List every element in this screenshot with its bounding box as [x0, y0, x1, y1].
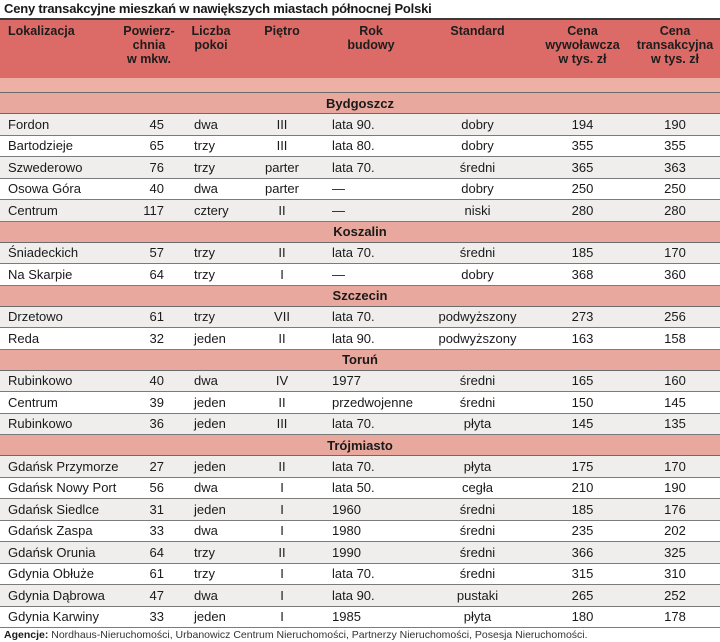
cell-transaction-price: 202	[630, 520, 720, 542]
cell-transaction-price: 190	[630, 114, 720, 136]
sources-text: Nordhaus-Nieruchomości, Urbanowicz Centrum Nieruchomości, Partnerzy Nieruchomości, Posesja Nieruchomości.	[48, 629, 588, 641]
cell-asking-price: 185	[535, 242, 630, 264]
cell-rooms: jeden	[180, 606, 242, 628]
cell-rooms: trzy	[180, 157, 242, 179]
cell-year: —	[322, 200, 420, 222]
cell-area: 61	[118, 306, 180, 328]
cell-location: Gdańsk Siedlce	[0, 499, 118, 521]
cell-year: lata 70.	[322, 563, 420, 585]
cell-rooms: trzy	[180, 306, 242, 328]
cell-standard: niski	[420, 200, 535, 222]
col-header-floor: Piętro	[242, 20, 322, 78]
col-header-transaction-price: Cena transakcyjna w tys. zł	[630, 20, 720, 78]
cell-standard: dobry	[420, 114, 535, 136]
cell-standard: podwyższony	[420, 306, 535, 328]
cell-rooms: trzy	[180, 563, 242, 585]
cell-location: Drzetowo	[0, 306, 118, 328]
header-spacer	[0, 78, 720, 93]
group-city-name: Koszalin	[0, 221, 720, 242]
table-row	[0, 242, 720, 264]
cell-floor: VII	[242, 306, 322, 328]
cell-transaction-price: 280	[630, 200, 720, 222]
cell-location: Na Skarpie	[0, 264, 118, 286]
cell-location: Szwederowo	[0, 157, 118, 179]
cell-floor: I	[242, 585, 322, 607]
cell-transaction-price: 355	[630, 135, 720, 157]
cell-floor: III	[242, 413, 322, 435]
cell-rooms: jeden	[180, 392, 242, 414]
cell-asking-price: 265	[535, 585, 630, 607]
cell-year: —	[322, 264, 420, 286]
cell-location: Bartodzieje	[0, 135, 118, 157]
cell-standard: płyta	[420, 606, 535, 628]
cell-location: Gdańsk Orunia	[0, 542, 118, 564]
cell-transaction-price: 325	[630, 542, 720, 564]
cell-rooms: trzy	[180, 542, 242, 564]
cell-transaction-price: 170	[630, 456, 720, 478]
cell-year: przedwojenne	[322, 392, 420, 414]
cell-standard: średni	[420, 563, 535, 585]
cell-asking-price: 273	[535, 306, 630, 328]
cell-standard: średni	[420, 370, 535, 392]
table-row	[0, 413, 720, 435]
cell-asking-price: 145	[535, 413, 630, 435]
cell-year: 1960	[322, 499, 420, 521]
cell-floor: II	[242, 392, 322, 414]
cell-asking-price: 185	[535, 499, 630, 521]
cell-asking-price: 210	[535, 477, 630, 499]
cell-floor: IV	[242, 370, 322, 392]
price-table	[0, 20, 720, 628]
sources-footer	[0, 628, 720, 642]
col-header-asking-price: Cena wywoławcza w tys. zł	[535, 20, 630, 78]
cell-rooms: dwa	[180, 178, 242, 200]
cell-standard: dobry	[420, 178, 535, 200]
table-row	[0, 520, 720, 542]
cell-asking-price: 175	[535, 456, 630, 478]
cell-area: 27	[118, 456, 180, 478]
cell-area: 56	[118, 477, 180, 499]
cell-standard: płyta	[420, 456, 535, 478]
cell-floor: II	[242, 542, 322, 564]
cell-location: Gdynia Obłuże	[0, 563, 118, 585]
cell-transaction-price: 252	[630, 585, 720, 607]
cell-standard: średni	[420, 542, 535, 564]
cell-location: Osowa Góra	[0, 178, 118, 200]
cell-asking-price: 355	[535, 135, 630, 157]
cell-asking-price: 194	[535, 114, 630, 136]
cell-year: —	[322, 178, 420, 200]
cell-floor: II	[242, 456, 322, 478]
cell-floor: II	[242, 328, 322, 350]
cell-area: 32	[118, 328, 180, 350]
cell-area: 117	[118, 200, 180, 222]
table-row	[0, 114, 720, 136]
col-header-standard: Standard	[420, 20, 535, 78]
cell-area: 64	[118, 542, 180, 564]
cell-standard: pustaki	[420, 585, 535, 607]
cell-standard: dobry	[420, 135, 535, 157]
cell-area: 61	[118, 563, 180, 585]
cell-area: 40	[118, 178, 180, 200]
col-header-year: Rok budowy	[322, 20, 420, 78]
cell-standard: średni	[420, 499, 535, 521]
cell-asking-price: 365	[535, 157, 630, 179]
cell-transaction-price: 363	[630, 157, 720, 179]
cell-standard: średni	[420, 157, 535, 179]
cell-location: Gdynia Karwiny	[0, 606, 118, 628]
col-header-area: Powierz- chnia w mkw.	[118, 20, 180, 78]
cell-standard: cegła	[420, 477, 535, 499]
cell-year: lata 70.	[322, 242, 420, 264]
table-row	[0, 499, 720, 521]
cell-transaction-price: 170	[630, 242, 720, 264]
cell-floor: I	[242, 520, 322, 542]
cell-floor: parter	[242, 178, 322, 200]
table-row	[0, 392, 720, 414]
cell-transaction-price: 190	[630, 477, 720, 499]
cell-asking-price: 280	[535, 200, 630, 222]
cell-standard: podwyższony	[420, 328, 535, 350]
cell-year: 1977	[322, 370, 420, 392]
table-row	[0, 306, 720, 328]
table-row	[0, 157, 720, 179]
cell-transaction-price: 310	[630, 563, 720, 585]
cell-year: lata 50.	[322, 477, 420, 499]
cell-year: 1990	[322, 542, 420, 564]
cell-year: lata 70.	[322, 456, 420, 478]
cell-transaction-price: 135	[630, 413, 720, 435]
cell-year: lata 70.	[322, 413, 420, 435]
cell-year: lata 80.	[322, 135, 420, 157]
cell-location: Gdańsk Przymorze	[0, 456, 118, 478]
cell-standard: płyta	[420, 413, 535, 435]
cell-transaction-price: 178	[630, 606, 720, 628]
group-city-name: Trójmiasto	[0, 435, 720, 456]
cell-rooms: trzy	[180, 264, 242, 286]
cell-floor: I	[242, 477, 322, 499]
cell-standard: średni	[420, 520, 535, 542]
cell-rooms: cztery	[180, 200, 242, 222]
col-header-rooms: Liczba pokoi	[180, 20, 242, 78]
cell-area: 76	[118, 157, 180, 179]
cell-area: 33	[118, 606, 180, 628]
table-row	[0, 200, 720, 222]
group-city-name: Toruń	[0, 349, 720, 370]
cell-rooms: dwa	[180, 520, 242, 542]
cell-floor: I	[242, 563, 322, 585]
cell-location: Śniadeckich	[0, 242, 118, 264]
cell-transaction-price: 160	[630, 370, 720, 392]
cell-transaction-price: 176	[630, 499, 720, 521]
cell-asking-price: 366	[535, 542, 630, 564]
cell-location: Rubinkowo	[0, 370, 118, 392]
cell-area: 39	[118, 392, 180, 414]
cell-rooms: dwa	[180, 370, 242, 392]
col-header-location: Lokalizacja	[0, 20, 118, 78]
table-row	[0, 264, 720, 286]
cell-asking-price: 368	[535, 264, 630, 286]
cell-rooms: dwa	[180, 585, 242, 607]
cell-area: 33	[118, 520, 180, 542]
group-city-name: Bydgoszcz	[0, 93, 720, 114]
table-row	[0, 563, 720, 585]
cell-rooms: trzy	[180, 242, 242, 264]
cell-standard: średni	[420, 242, 535, 264]
cell-transaction-price: 145	[630, 392, 720, 414]
cell-transaction-price: 250	[630, 178, 720, 200]
cell-year: 1980	[322, 520, 420, 542]
cell-rooms: dwa	[180, 477, 242, 499]
cell-floor: parter	[242, 157, 322, 179]
cell-area: 45	[118, 114, 180, 136]
cell-location: Fordon	[0, 114, 118, 136]
cell-location: Centrum	[0, 392, 118, 414]
cell-area: 36	[118, 413, 180, 435]
table-row	[0, 456, 720, 478]
table-row	[0, 477, 720, 499]
cell-location: Rubinkowo	[0, 413, 118, 435]
table-row	[0, 585, 720, 607]
cell-year: lata 90.	[322, 114, 420, 136]
group-header-row	[0, 435, 720, 456]
cell-transaction-price: 256	[630, 306, 720, 328]
group-header-row	[0, 93, 720, 114]
cell-standard: średni	[420, 392, 535, 414]
table-row	[0, 606, 720, 628]
cell-floor: III	[242, 135, 322, 157]
cell-asking-price: 235	[535, 520, 630, 542]
cell-rooms: trzy	[180, 135, 242, 157]
cell-location: Gdynia Dąbrowa	[0, 585, 118, 607]
cell-rooms: jeden	[180, 499, 242, 521]
cell-area: 31	[118, 499, 180, 521]
cell-area: 57	[118, 242, 180, 264]
sources-label: Agencje:	[4, 629, 49, 641]
cell-rooms: jeden	[180, 456, 242, 478]
group-header-row	[0, 285, 720, 306]
cell-year: lata 70.	[322, 157, 420, 179]
cell-location: Centrum	[0, 200, 118, 222]
cell-rooms: jeden	[180, 328, 242, 350]
cell-floor: I	[242, 499, 322, 521]
cell-floor: II	[242, 200, 322, 222]
table-body	[0, 78, 720, 628]
cell-area: 64	[118, 264, 180, 286]
cell-area: 47	[118, 585, 180, 607]
cell-year: lata 90.	[322, 328, 420, 350]
cell-area: 65	[118, 135, 180, 157]
cell-year: lata 70.	[322, 306, 420, 328]
cell-floor: I	[242, 264, 322, 286]
cell-location: Gdańsk Nowy Port	[0, 477, 118, 499]
cell-asking-price: 250	[535, 178, 630, 200]
table-row	[0, 135, 720, 157]
group-header-row	[0, 221, 720, 242]
cell-asking-price: 165	[535, 370, 630, 392]
group-city-name: Szczecin	[0, 285, 720, 306]
table-title: Ceny transakcyjne mieszkań w nawiększych miastach północnej Polski	[0, 0, 720, 20]
cell-year: 1985	[322, 606, 420, 628]
cell-standard: dobry	[420, 264, 535, 286]
cell-floor: II	[242, 242, 322, 264]
header-row	[0, 20, 720, 78]
table-row	[0, 178, 720, 200]
table-row	[0, 542, 720, 564]
cell-floor: III	[242, 114, 322, 136]
table-row	[0, 328, 720, 350]
cell-area: 40	[118, 370, 180, 392]
table-row	[0, 370, 720, 392]
cell-floor: I	[242, 606, 322, 628]
cell-asking-price: 163	[535, 328, 630, 350]
cell-asking-price: 150	[535, 392, 630, 414]
cell-rooms: dwa	[180, 114, 242, 136]
cell-location: Gdańsk Zaspa	[0, 520, 118, 542]
cell-location: Reda	[0, 328, 118, 350]
cell-asking-price: 180	[535, 606, 630, 628]
cell-rooms: jeden	[180, 413, 242, 435]
group-header-row	[0, 349, 720, 370]
cell-year: lata 90.	[322, 585, 420, 607]
cell-asking-price: 315	[535, 563, 630, 585]
cell-transaction-price: 360	[630, 264, 720, 286]
cell-transaction-price: 158	[630, 328, 720, 350]
